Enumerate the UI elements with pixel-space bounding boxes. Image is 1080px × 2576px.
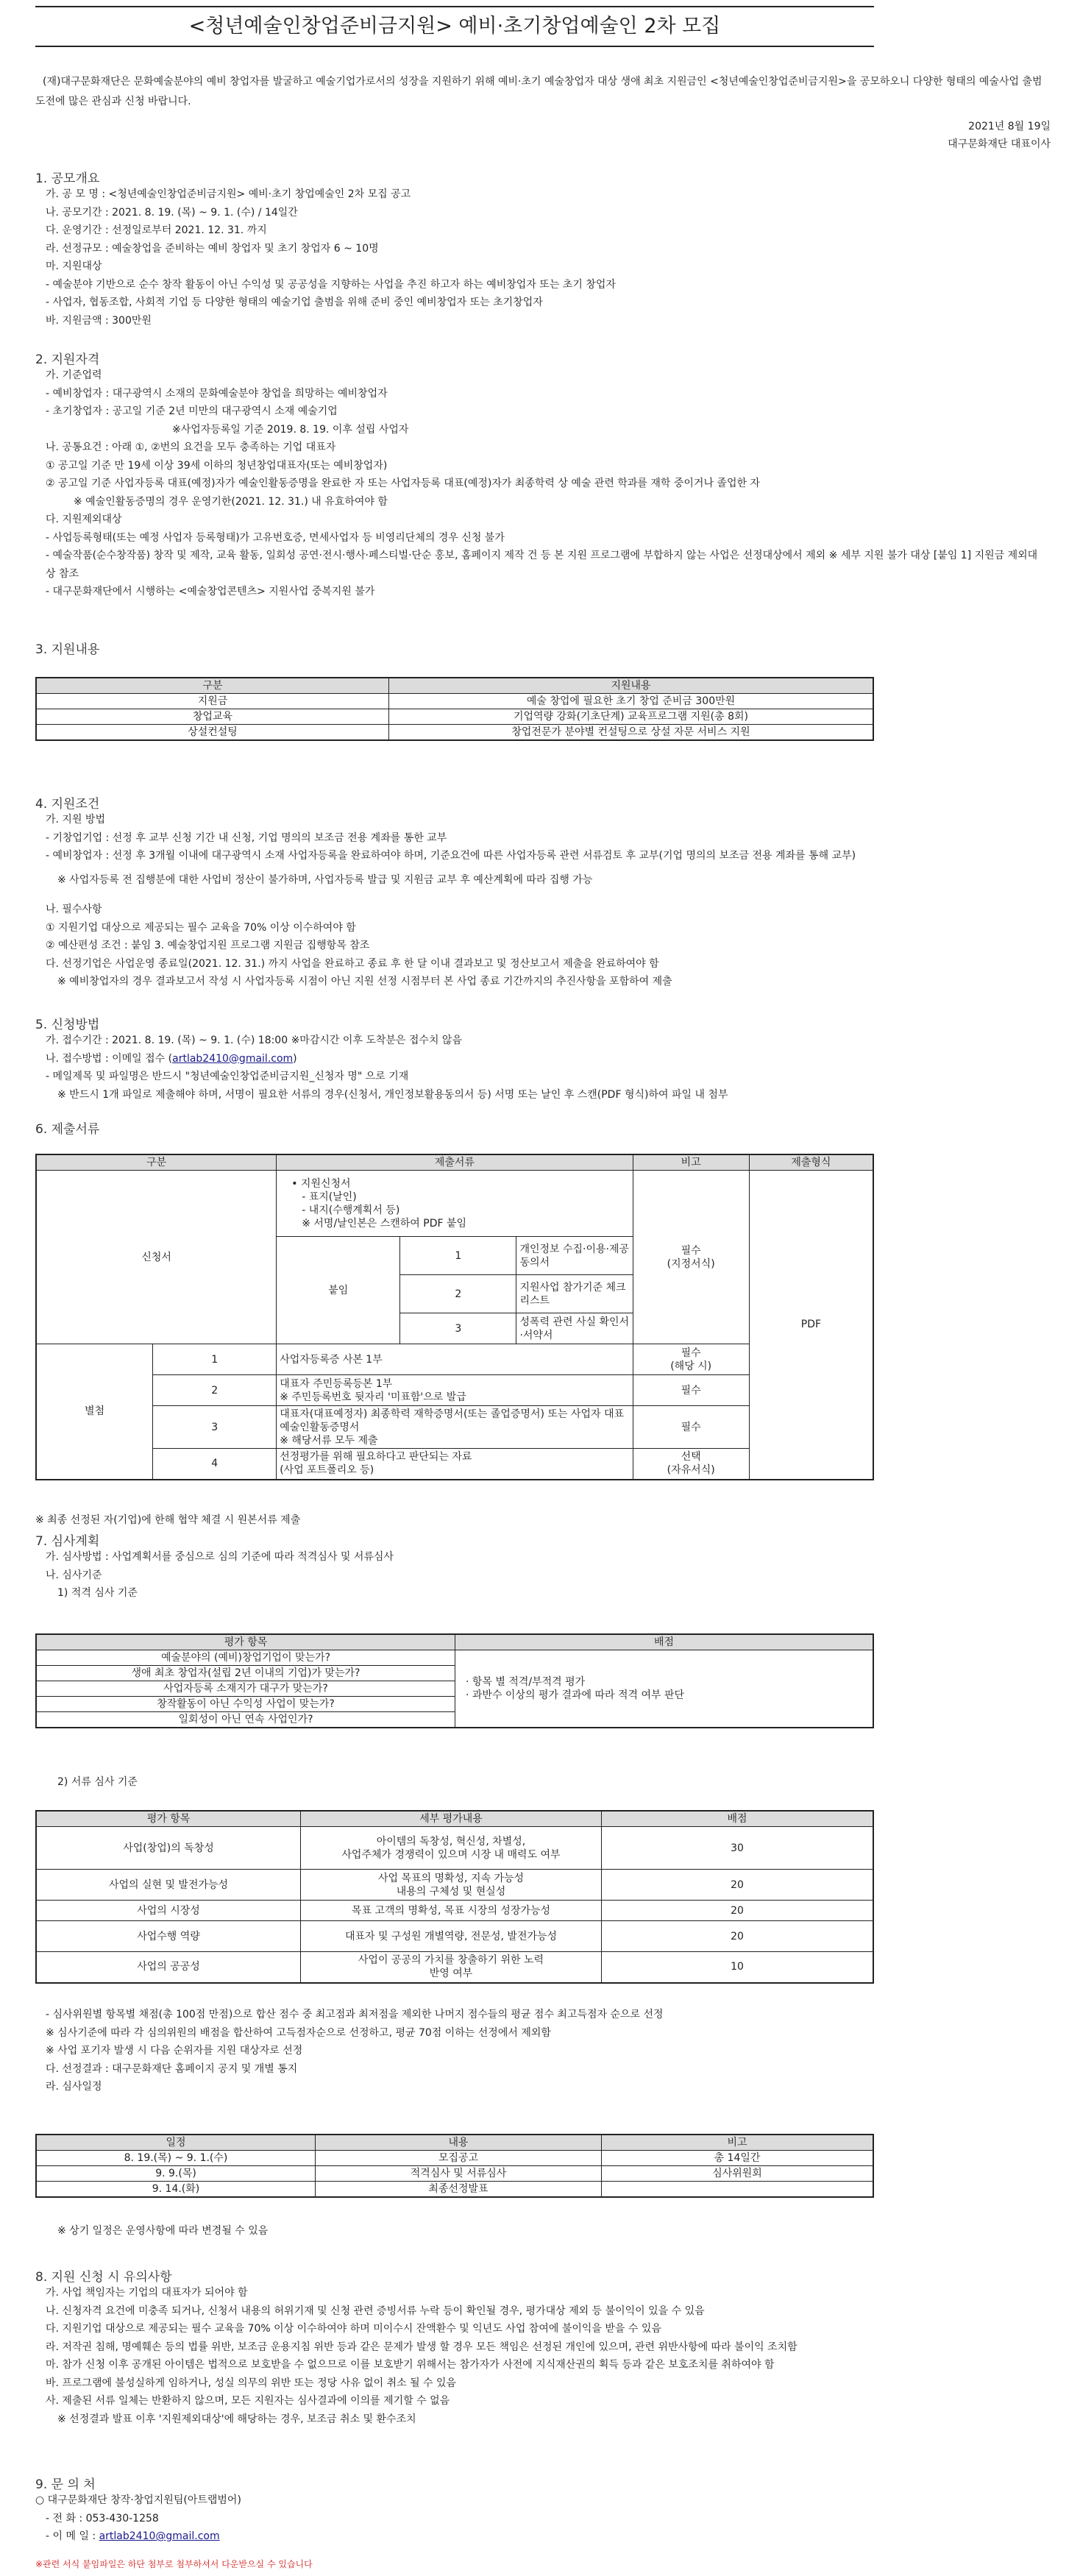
s4-line: ※ 예비창업자의 경우 결과보고서 작성 시 사업자등록 시점이 아닌 지원 선정 시점부터 본 사업 종료 기간까지의 추진사항을 포함하여 제출 [57, 976, 672, 987]
table-row [36, 1375, 873, 1406]
s8-line: 바. 프로그램에 불성실하게 임하거나, 성실 의무의 위반 또는 정당 사유 없이 취소 될 수 있음 [46, 2377, 457, 2389]
table-cell: 창업전문가 분야별 컨설팅으로 상설 자문 서비스 지원 [389, 725, 874, 741]
app-items-cell [277, 1171, 633, 1237]
header-cell: 구분 [36, 1154, 277, 1171]
s8-line: 다. 지원기업 대상으로 제공되는 필수 교육을 70% 이상 이수하여야 하며 미이수시 잔액환수 및 익년도 사업 참여에 불이익을 받을 수 있음 [46, 2323, 661, 2335]
table-cell: 목표 고객의 명확성, 목표 시장의 성장가능성 [301, 1901, 602, 1921]
s2-line: 다. 지원제외대상 [46, 514, 122, 525]
table-row [36, 694, 873, 709]
review-detail: 아이템의 독창성, 혁신성, 차별성, 사업주체가 경쟁력이 있으며 시장 내 매력도 여부 [341, 1835, 561, 1861]
s2-line: 가. 기준업력 [46, 369, 102, 381]
score-text: · 항목 별 적격/부적격 평가 [466, 1676, 586, 1688]
section-6-title: 6. 제출서류 [35, 1122, 100, 1137]
review-detail: 사업이 공공의 가치를 창출하기 위한 노력 반영 여부 [358, 1954, 544, 1980]
s5-email-close: ) [293, 1052, 297, 1065]
table-row [36, 1449, 873, 1480]
page-title: <청년예술인창업준비금지원> 예비·초기창업예술인 2차 모집 [188, 15, 721, 38]
section-2-body [35, 366, 1051, 601]
app-item: • 지원신청서 [291, 1177, 351, 1190]
title-box [35, 6, 874, 47]
extra-text: 대표자 주민등록등본 1부 ※ 주민등록번호 뒷자리 '미표함'으로 발급 [280, 1377, 466, 1403]
section-7-title: 7. 심사계획 [35, 1534, 100, 1549]
s7-line: 나. 심사기준 [46, 1569, 102, 1581]
app-item: - 내지(수행계획서 등) [302, 1204, 400, 1216]
table-cell: 30 [602, 1827, 874, 1870]
s4-line: - 기창업기업 : 선정 후 교부 신청 기간 내 신청, 기업 명의의 보조금 전용 계좌를 통한 교부 [46, 831, 447, 844]
table-cell: 기업역량 강화(기초단계) 교육프로그램 지원(총 8회) [389, 709, 874, 725]
section-5-body [35, 1032, 1051, 1104]
table-cell [301, 1870, 602, 1901]
section-5-title: 5. 신청방법 [35, 1018, 100, 1032]
table-cell: 생애 최초 창업자(설립 2년 이내의 기업)가 맞는가? [36, 1666, 455, 1681]
header-cell: 평가 항목 [36, 1634, 455, 1650]
s4-line: 다. 선정기업은 사업운영 종료일(2021. 12. 31.) 까지 사업을 완료하고 종료 후 한 달 이내 결과보고 및 정산보고서 제출을 완료하여야 함 [46, 957, 659, 970]
section-4-body [35, 811, 1051, 991]
documents-table [35, 1154, 874, 1480]
s6-note-block [35, 1511, 1051, 1530]
s2-line: - 초기창업자 : 공고일 기준 2년 미만의 대구광역시 소재 예술기업 [46, 405, 338, 417]
table-cell: 창업교육 [36, 709, 389, 725]
s7-after-line: - 심사위원별 항목별 채점(총 100점 만점)으로 합산 점수 중 최고점과 최저점을 제외한 나머지 점수들의 평균 점수 최고득점자 순으로 선정 [46, 2009, 664, 2020]
s4-line: ※ 사업자등록 전 집행분에 대한 사업비 정산이 불가하며, 사업자등록 발급 및 지원금 교부 후 예산계획에 따라 집행 가능 [57, 873, 593, 886]
s8-line: 사. 제출된 서류 일체는 반환하지 않으며, 모든 지원자는 심사결과에 이의를 제기할 수 없음 [46, 2395, 450, 2407]
s7-after-line: ※ 사업 포기자 발생 시 다음 순위자를 지원 대상자로 선정 [46, 2045, 303, 2057]
s1-line: 라. 선정규모 : 예술창업을 준비하는 예비 창업자 및 초기 창업자 6 ~ 10명 [46, 242, 379, 255]
s1-line: - 예술분야 기반으로 순수 창작 활동이 아닌 수익성 및 공공성을 지향하는 사업을 추진 하고자 하는 예비창업자 또는 초기 창업자 [46, 278, 616, 291]
table-cell: 사업자등록 소재지가 대구가 맞는가? [36, 1681, 455, 1697]
table-cell: 개인정보 수집·이용·제공 동의서 [516, 1237, 633, 1275]
s2-line: - 대구문화재단에서 시행하는 <예술창업콘텐츠> 지원사업 중복지원 불가 [46, 586, 375, 597]
table-row [36, 725, 873, 741]
s7-line: 1) 적격 심사 기준 [57, 1587, 138, 1599]
table-cell: 20 [602, 1921, 874, 1952]
s1-line: - 사업자, 협동조합, 사회적 기업 등 다양한 형태의 예술기업 출범을 위해 준비 중인 예비창업자 또는 초기창업자 [46, 297, 543, 308]
s5-line: ※ 반드시 1개 파일로 제출해야 하며, 서명이 필요한 서류의 경우(신청서, 개인정보활용동의서 등) 서명 또는 날인 후 스캔(PDF 형식)하여 파일 내 첨부 [57, 1088, 728, 1101]
contact-email-link[interactable]: artlab2410@gmail.com [99, 2530, 220, 2542]
s7-after-line: 라. 심사일정 [46, 2081, 102, 2093]
eligibility-table [35, 1633, 874, 1728]
section-2-title: 2. 지원자격 [35, 352, 100, 367]
table-cell [602, 2182, 874, 2198]
s8-line: ※ 선정결과 발표 이후 '지원제외대상'에 해당하는 경우, 보조금 취소 및 환수조치 [57, 2413, 416, 2425]
header-cell: 지원내용 [389, 678, 874, 694]
s7-after [35, 2006, 1051, 2096]
extra-note: 필수 (해당 시) [670, 1346, 712, 1372]
section-3-title: 3. 지원내용 [35, 642, 100, 657]
schedule-note-block [35, 2222, 1051, 2240]
extra-note: 선택 (자유서식) [667, 1451, 715, 1477]
table-cell: 사업(창업)의 독창성 [36, 1827, 301, 1870]
email-link[interactable]: artlab2410@gmail.com [172, 1052, 294, 1065]
table-cell [633, 1344, 749, 1375]
table-row [36, 2151, 873, 2166]
s4-line: 가. 지원 방법 [46, 814, 105, 826]
table-cell: 필수 [633, 1406, 749, 1449]
extra-text: 선정평가를 위해 필요하다고 판단되는 자료 (사업 포트폴리오 등) [280, 1451, 472, 1477]
header-cell: 제출서류 [277, 1154, 633, 1171]
table-cell: 사업의 실현 및 발전가능성 [36, 1870, 301, 1901]
table-row [36, 1171, 873, 1237]
table-cell: 1 [153, 1344, 277, 1375]
table-cell: 모집공고 [316, 2151, 602, 2166]
s9-email-line [35, 2527, 1051, 2546]
s2-line: ※사업자등록일 기준 2019. 8. 19. 이후 설립 사업자 [172, 423, 409, 436]
footer-note: ※관련 서식 붙임파일은 하단 첨부로 첨부하셔서 다운받으실 수 있습니다 [35, 2559, 313, 2569]
table-row [36, 1870, 873, 1901]
s5-line: 나. 접수방법 : 이메일 접수 ( [46, 1052, 173, 1065]
s8-line: 마. 참가 신청 이후 공개된 아이템은 법적으로 보호받을 수 없으므로 이를 보호받기 위해서는 참가자가 사전에 지식재산권의 획득 등과 같은 보호조치를 취하여야 함 [46, 2359, 775, 2371]
table-cell: 사업의 공공성 [36, 1952, 301, 1983]
section-1-title: 1. 공모개요 [35, 171, 100, 186]
score-text: · 과반수 이상의 평가 결과에 따라 적격 여부 판단 [466, 1689, 685, 1701]
publish-date: 2021년 8월 19일 [968, 121, 1051, 132]
s2-line: - 사업등록형태(또는 예정 사업자 등록형태)가 고유번호증, 면세사업자 등 비영리단체의 경우 신청 불가 [46, 531, 505, 544]
s8-line: 나. 신청자격 요건에 미충족 되거나, 신청서 내용의 허위기재 및 신청 관련 증빙서류 누락 등이 확인될 경우, 평가대상 제외 등 불이익이 있을 수 있음 [46, 2304, 705, 2317]
table-cell: 최종선정발표 [316, 2182, 602, 2198]
s4-line: 나. 필수사항 [46, 904, 102, 915]
table-row [36, 1901, 873, 1921]
table-cell: 8. 19.(목) ~ 9. 1.(수) [36, 2151, 316, 2166]
s2-line: 나. 공통요건 : 아래 ①, ②번의 요건을 모두 충족하는 기업 대표자 [46, 441, 336, 453]
s1-line: 마. 지원대상 [46, 260, 102, 272]
s4-line: - 예비창업자 : 선정 후 3개월 이내에 대구광역시 소재 사업자등록을 완료하여야 하며, 기준요건에 따른 사업자등록 관련 서류검토 후 교부(기업 명의의 보조금 전용 계좌를 통해 교부) [46, 850, 856, 862]
table-header [36, 2135, 873, 2151]
header-cell: 제출형식 [749, 1154, 873, 1171]
table-cell: 필수 [633, 1375, 749, 1406]
table-cell: 20 [602, 1870, 874, 1901]
s7-after-line: ※ 심사기준에 따라 각 심의위원의 배점을 합산하여 고득점자순으로 선정하고, 평균 70점 이하는 선정에서 제외함 [46, 2026, 551, 2039]
table-cell: 사업수행 역량 [36, 1921, 301, 1952]
table-cell [277, 1449, 633, 1480]
header-cell: 내용 [316, 2135, 602, 2151]
table-row [36, 2166, 873, 2182]
app-note-cell [633, 1171, 749, 1344]
header-cell: 배점 [455, 1634, 874, 1650]
s4-line: ① 지원기업 대상으로 제공되는 필수 교육을 70% 이상 이수하여야 함 [46, 921, 356, 934]
section-8-title: 8. 지원 신청 시 유의사항 [35, 2270, 172, 2285]
header-cell: 구분 [36, 678, 389, 694]
table-cell: 20 [602, 1901, 874, 1921]
score-cell [455, 1650, 874, 1728]
review-detail: 사업 목표의 명확성, 지속 가능성 내용의 구체성 및 현실성 [377, 1872, 525, 1898]
header-cell: 배점 [602, 1811, 874, 1827]
table-cell: 지원금 [36, 694, 389, 709]
table-row [36, 1952, 873, 1983]
header-cell: 세부 평가내용 [301, 1811, 602, 1827]
table-header [36, 678, 873, 694]
table-row [36, 1921, 873, 1952]
header-cell: 비고 [602, 2135, 874, 2151]
header-cell: 평가 항목 [36, 1811, 301, 1827]
s2-line: - 예술작품(순수창작품) 창작 및 제작, 교육 활동, 일회성 공연·전시·행사·페스티벌·단순 홍보, 홈페이지 제작 건 등 본 지원 프로그램에 부합하지 않는 사업은 선정대상에서 제외 ※ 세부 지원 불가 대상 [붙임 1] 지원금 제외대상 참조 [46, 550, 1038, 580]
s2-line: - 예비창업자 : 대구광역시 소재의 문화예술분야 창업을 희망하는 예비창업자 [46, 387, 388, 400]
s7-line: 가. 심사방법 : 사업계획서를 중심으로 심의 기준에 따라 적격심사 및 서류심사 [46, 1551, 394, 1563]
s7-sub2: 2) 서류 심사 기준 [57, 1776, 138, 1788]
attach-label: 붙임 [277, 1237, 400, 1344]
app-note: 필수 (지정서식) [667, 1244, 715, 1270]
app-format: PDF [749, 1171, 873, 1480]
table-cell: 예술 창업에 필요한 초기 창업 준비금 300만원 [389, 694, 874, 709]
section-9-title: 9. 문 의 처 [35, 2477, 96, 2492]
table-cell [301, 1827, 602, 1870]
table-cell: 일회성이 아닌 연속 사업인가? [36, 1712, 455, 1728]
section-7-body [35, 1548, 1051, 1603]
table-cell: 사업자등록증 사본 1부 [277, 1344, 633, 1375]
s7-after-line: 다. 선정결과 : 대구문화재단 홈페이지 공지 및 개별 통지 [46, 2062, 298, 2075]
s8-line: 라. 저작권 침해, 명예훼손 등의 법률 위반, 보조금 운용지침 위반 등과 같은 문제가 발생 할 경우 모든 책임은 선정된 개인에 있으며, 관련 위반사항에 따라 불이익 조치함 [46, 2341, 797, 2353]
header-cell: 비고 [633, 1154, 749, 1171]
extra-text: 대표자(대표예정자) 최종학력 재학증명서(또는 졸업증명서) 또는 사업자 대표 예술인활동증명서 ※ 해당서류 모두 제출 [280, 1408, 625, 1447]
table-row [36, 2182, 873, 2198]
table-cell [277, 1375, 633, 1406]
table-cell [633, 1449, 749, 1480]
s7-sub2-block [35, 1773, 1051, 1792]
table-cell: 창작활동이 아닌 수익성 사업이 맞는가? [36, 1697, 455, 1712]
table-cell: 4 [153, 1449, 277, 1480]
support-table [35, 677, 874, 741]
table-header [36, 1811, 873, 1827]
table-row [36, 1650, 873, 1666]
table-header [36, 1634, 873, 1650]
s9-line: ○ 대구문화재단 창작·창업지원팀(아트랩범어) [35, 2494, 241, 2506]
s2-line: ※ 예술인활동증명의 경우 운영기한(2021. 12. 31.) 내 유효하여야 함 [74, 495, 388, 508]
s1-line: 다. 운영기간 : 선정일로부터 2021. 12. 31. 까지 [46, 224, 267, 236]
table-cell: 예술분야의 (예비)창업기업이 맞는가? [36, 1650, 455, 1666]
table-cell: 심사위원회 [602, 2166, 874, 2182]
table-header [36, 1154, 873, 1171]
s5-line: 가. 접수기간 : 2021. 8. 19. (목) ~ 9. 1. (수) 18:00 ※마감시간 이후 도착분은 접수치 않음 [46, 1035, 462, 1046]
table-row [36, 1344, 873, 1375]
table-cell: 적격심사 및 서류심사 [316, 2166, 602, 2182]
schedule-table [35, 2134, 874, 2198]
table-cell: 지원사업 참가기준 체크리스트 [516, 1275, 633, 1313]
intro-paragraph: (재)대구문화재단은 문화예술분야의 예비 창업자를 발굴하고 예술기업가로서의 성장을 지원하기 위해 예비·초기 예술창업자 대상 생애 최초 지원금인 <청년예술인창업준비금지원>을 공모하오니 다양한 형태의 예술사업 출범 도전에 많은 관심과 신청 바랍니다. [35, 76, 1042, 107]
table-row [36, 1406, 873, 1449]
table-cell [301, 1952, 602, 1983]
table-cell [277, 1406, 633, 1449]
table-cell: 3 [153, 1406, 277, 1449]
s6-note: ※ 최종 선정된 자(기업)에 한해 협약 체결 시 원본서류 제출 [35, 1514, 301, 1526]
app-label: 신청서 [36, 1171, 277, 1344]
table-cell: 2 [153, 1375, 277, 1406]
table-cell: 9. 14.(화) [36, 2182, 316, 2198]
schedule-note: ※ 상기 일정은 운영사항에 따라 변경될 수 있음 [57, 2225, 269, 2237]
table-row [36, 1827, 873, 1870]
table-cell: 10 [602, 1952, 874, 1983]
table-cell: 대표자 및 구성원 개별역량, 전문성, 발전가능성 [301, 1921, 602, 1952]
s1-line: 나. 공모기간 : 2021. 8. 19. (목) ~ 9. 1. (수) / 14일간 [46, 206, 298, 219]
section-4-title: 4. 지원조건 [35, 797, 100, 812]
app-item: - 표지(날인) [302, 1191, 357, 1203]
s9-line: - 전 화 : 053-430-1258 [46, 2512, 159, 2524]
extra-label: 별첨 [36, 1344, 153, 1480]
header-cell: 일정 [36, 2135, 316, 2151]
document-review-table [35, 1810, 874, 1984]
app-item: ※ 서명/날인본은 스캔하여 PDF 붙임 [302, 1217, 467, 1230]
s5-email-line [35, 1050, 1051, 1068]
s5-line: - 메일제목 및 파일명은 반드시 "청년예술인창업준비금지원_신청자 명" 으로 기재 [46, 1071, 409, 1082]
section-9-body [35, 2491, 1051, 2546]
table-cell: 2 [400, 1275, 516, 1313]
s8-line: 가. 사업 책임자는 기업의 대표자가 되어야 함 [46, 2287, 248, 2299]
table-cell: 1 [400, 1237, 516, 1275]
s9-line: - 이 메 일 : [46, 2530, 99, 2542]
s1-line: 바. 지원금액 : 300만원 [46, 314, 152, 327]
s2-line: ① 공고일 기준 만 19세 이상 39세 이하의 청년창업대표자(또는 예비창업자) [46, 459, 388, 472]
section-8-body [35, 2284, 1051, 2428]
section-1-body [35, 185, 1051, 330]
table-cell: 사업의 시장성 [36, 1901, 301, 1921]
s2-line: ② 공고일 기준 사업자등록 대표(예정)자가 예술인활동증명을 완료한 자 또는 사업자등록 대표(예정)자가 최종학력 상 예술 관련 학과를 재학 중이거나 졸업한 자 [46, 478, 760, 489]
s1-line: 가. 공 모 명 : <청년예술인창업준비금지원> 예비·초기 창업예술인 2차 모집 공고 [46, 188, 411, 200]
table-cell: 3 [400, 1313, 516, 1344]
table-cell: 상설컨설팅 [36, 725, 389, 741]
date-block [948, 118, 1051, 153]
table-cell: 9. 9.(목) [36, 2166, 316, 2182]
table-row [36, 709, 873, 725]
organization-name: 대구문화재단 대표이사 [948, 138, 1051, 150]
table-cell: 총 14일간 [602, 2151, 874, 2166]
table-cell: 성폭력 관련 사실 확인서·서약서 [516, 1313, 633, 1344]
s4-line: ② 예산편성 조건 : 붙임 3. 예술창업지원 프로그램 지원금 집행항목 참조 [46, 940, 370, 951]
